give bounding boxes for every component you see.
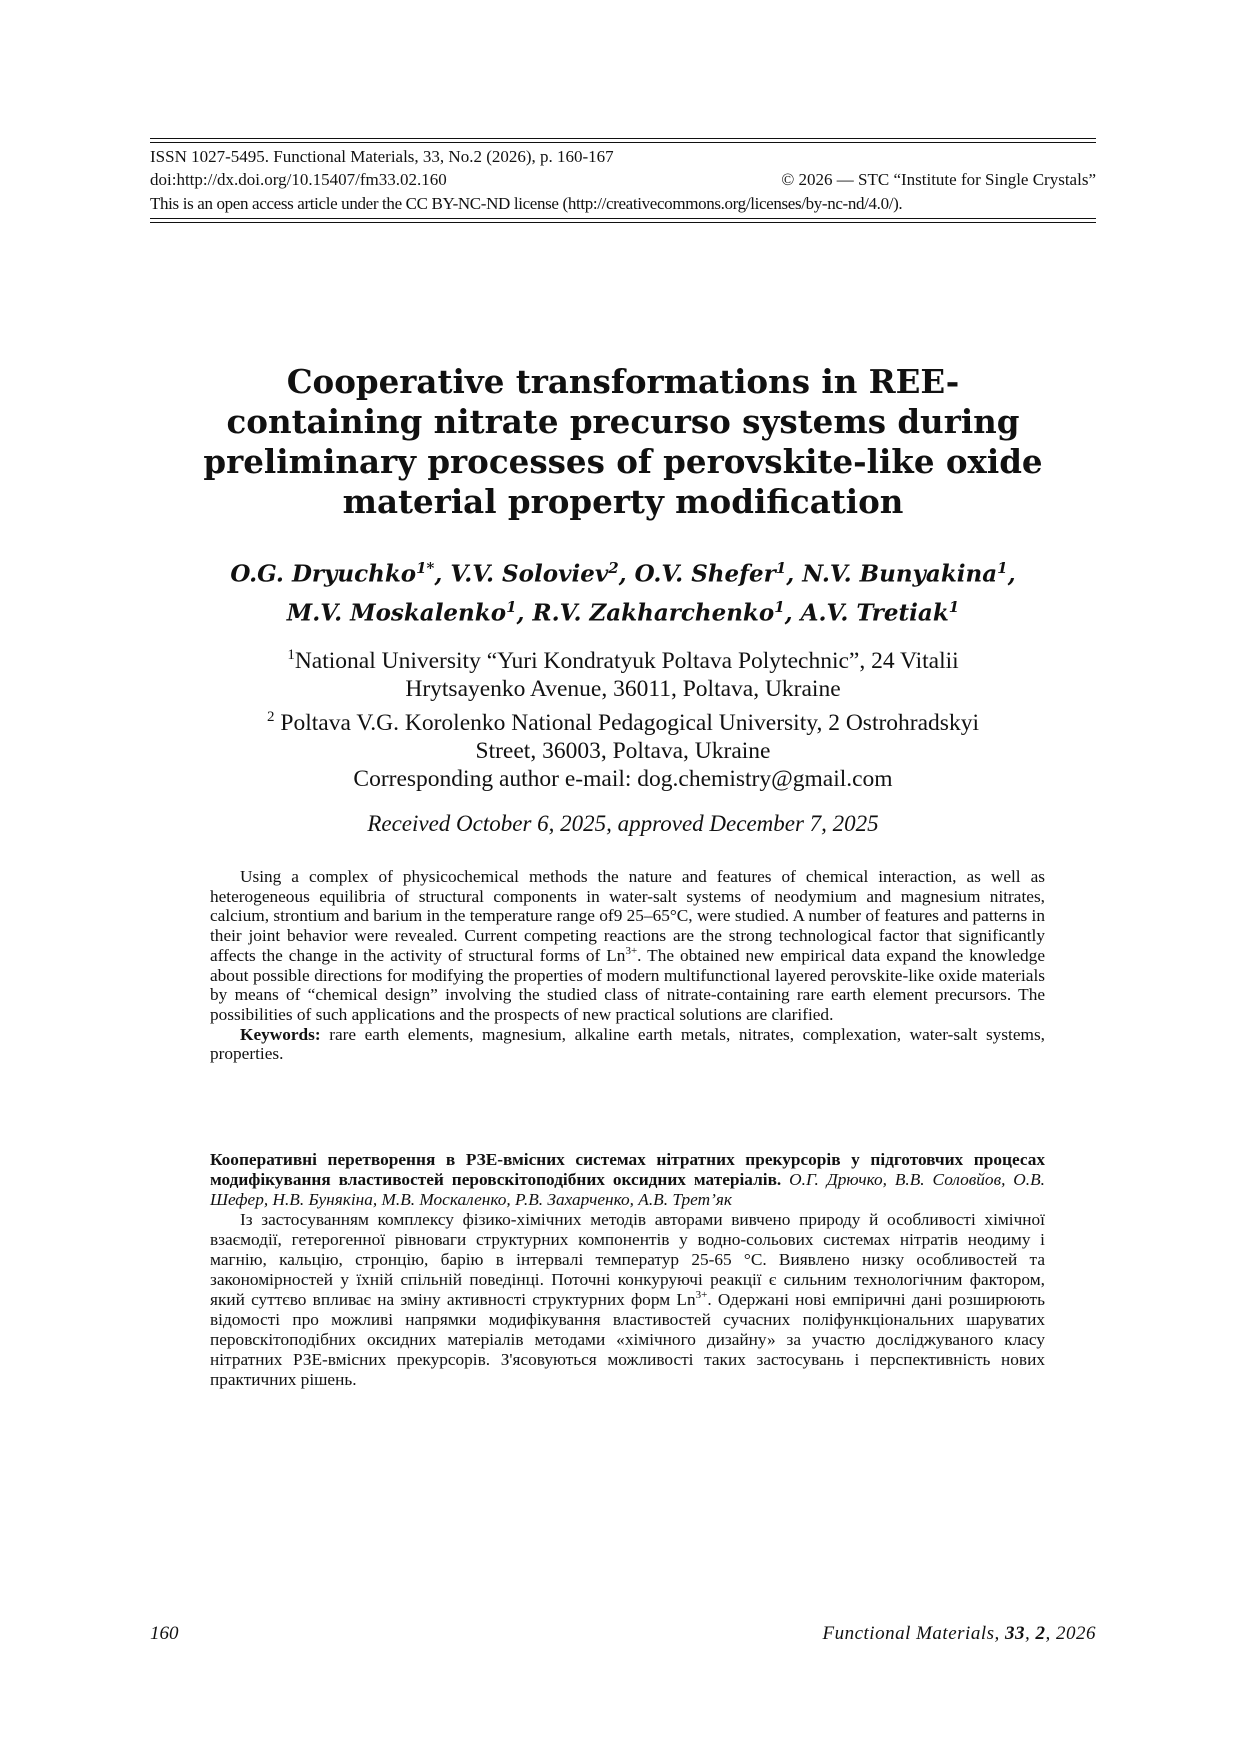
header-top-rule-2 <box>150 142 1096 143</box>
received-date: Received October 6, 2025, approved December 7, 2025 <box>367 811 879 836</box>
ua-heading <box>210 1150 1045 1210</box>
abstract-part: Using a complex of physicochemical methods the nature and features of chemical interaction, as well as heterogeneous equilibria of structural components in water-salt systems of neodymium and magnesium nitrates, calcium, strontium and barium in the temperature range of9 25–65°C, were studied. A number of features and patterns in their joint behavior were revealed. Current competing reactions are the strong technological factor that significantly affects the change in the activity of structural forms of Ln <box>210 867 1045 965</box>
header-top-rule <box>150 138 1096 139</box>
abstract-part: . The obtained new empirical data expand the knowledge about possible directions for modifying the properties of modern multifunctional layered perovskite-like oxide materials by means of “chemical design” involving the studied class of nitrate-containing rare earth element precursors. The possibilities of such applications and the prospects of new practical solutions are clarified. <box>210 945 1045 1024</box>
article-title <box>150 362 1096 522</box>
title-line: containing nitrate precurso systems during <box>226 402 1020 441</box>
ua-text <box>210 1210 1045 1390</box>
author-sup: 1 <box>997 559 1008 577</box>
affiliation-1: National University “Yuri Kondratyuk Poltava Polytechnic”, 24 Vitalii <box>294 647 959 674</box>
copyright: © 2026 — STC “Institute for Single Crystals” <box>781 170 1096 189</box>
title-line: material property modification <box>342 482 904 521</box>
ua-part: Із застосуванням комплексу фізико-хімічних методів авторами вивчено природу й особливості хімічної взаємодії, гетерогенної рівноваги структурних компонентів у водно-сольових системах нітратів неодиму і магнію, кальцію, стронцію, барію в інтервалі температур 25-65 °С. Виявлено низку особливостей та закономірностей у їхній спільній поведінці. Поточні конкуруючі реакції є сильним технологічним фактором, який суттєво впливає на зміну активності структурних форм Ln <box>210 1210 1045 1309</box>
doi-link[interactable]: doi:http://dx.doi.org/10.15407/fm33.02.160 <box>150 170 447 189</box>
header-bottom-rule-2 <box>150 222 1096 223</box>
author: M.V. Moskalenko <box>286 599 507 627</box>
footer-issue: 2 <box>1035 1623 1046 1644</box>
ua-title: Кооперативні перетворення в РЗЕ-вмісних системах нітратних прекурсорів у підготовчих процесах модифікування властивостей перовскітоподібних оксидних матеріалів. <box>210 1150 1045 1189</box>
affil-sup: 2 <box>267 708 275 725</box>
author-sup: 2 <box>608 559 619 577</box>
keywords-text: rare earth elements, magnesium, alkaline earth metals, nitrates, complexation, water-salt systems, properties. <box>210 1024 1045 1064</box>
title-line: preliminary processes of perovskite-like oxide <box>203 442 1043 481</box>
affiliation-2: Poltava V.G. Korolenko National Pedagogical University, 2 Ostrohradskyi <box>274 709 979 736</box>
doi-line <box>150 170 1096 190</box>
abstract <box>210 867 1045 1064</box>
author: V.V. Soloviev <box>450 560 609 588</box>
page-number: 160 <box>150 1623 179 1644</box>
author: A.V. Tretiak <box>800 599 949 627</box>
author: N.V. Bunyakina <box>802 560 998 588</box>
ukrainian-abstract <box>210 1150 1045 1390</box>
author-sup: 1* <box>416 559 435 577</box>
author: O.V. Shefer <box>634 560 776 588</box>
abstract-text <box>210 867 1045 1025</box>
keywords <box>210 1025 1045 1064</box>
title-line: Cooperative transformations in REE- <box>286 362 960 401</box>
author-sup: 1 <box>775 559 787 577</box>
author-list: O.G. Dryuchko$^{1*}$, V.V. Soloviev$^2$, O.V. Shefer$^1$, N.V. Bunyakina$^1$, M.V. Moskalenko$^1$, R.V. Zakharchenko$^1$, A.V. Tretiak$^1$ <box>230 559 1016 627</box>
ua-sup: 3+ <box>695 1289 708 1302</box>
author-sup: 1 <box>774 597 785 616</box>
footer-year: , 2026 <box>1045 1623 1096 1644</box>
affiliations <box>150 641 1096 793</box>
ua-authors: О.Г. Дрючко, В.В. Соловйов, О.В. Шефер, Н.В. Бунякіна, М.В. Москаленко, Р.В. Захарченко, А.В. Трет’як <box>210 1170 1045 1209</box>
footer-volume: 33 <box>1005 1623 1025 1644</box>
author-sup: 1 <box>506 597 517 616</box>
affiliation-1-cont: Hrytsayenko Avenue, 36011, Poltava, Ukraine <box>405 675 841 702</box>
journal-issn-line: ISSN 1027-5495. Functional Materials, 33, No.2 (2026), p. 160-167 <box>150 147 614 166</box>
footer-journal <box>822 1623 1096 1645</box>
ua-part: . Одержані нові емпіричні дані розширюють відомості про можливі напрямки модифікування властивостей сучасних поліфункціональних шаруватих перовскітоподібних оксидних матеріалів методами «хімічного дизайну» за участю досліджуваного класу нітратних РЗЕ-вмісних прекурсорів. З'ясовуються можливості таких застосувань і перспективність нових практичних рішень. <box>210 1290 1045 1389</box>
header-bottom-rule <box>150 218 1096 219</box>
affil-sup: 1 <box>287 647 295 663</box>
footer-journal-name: Functional Materials, <box>822 1623 1005 1644</box>
author: R.V. Zakharchenko <box>532 599 775 627</box>
keywords-label: Keywords: <box>240 1024 321 1044</box>
corresponding-email: Corresponding author e-mail: dog.chemistry@gmail.com <box>353 765 893 792</box>
license-line: This is an open access article under the CC BY-NC-ND license (http://creativecommons.org/licenses/by-nc-nd/4.0/). <box>150 194 903 213</box>
abstract-sup: 3+ <box>625 945 638 958</box>
author-sup: 1 <box>948 597 960 616</box>
footer-sep: , <box>1025 1623 1036 1644</box>
author: O.G. Dryuchko <box>230 560 417 588</box>
affiliation-2-cont: Street, 36003, Poltava, Ukraine <box>475 737 771 764</box>
